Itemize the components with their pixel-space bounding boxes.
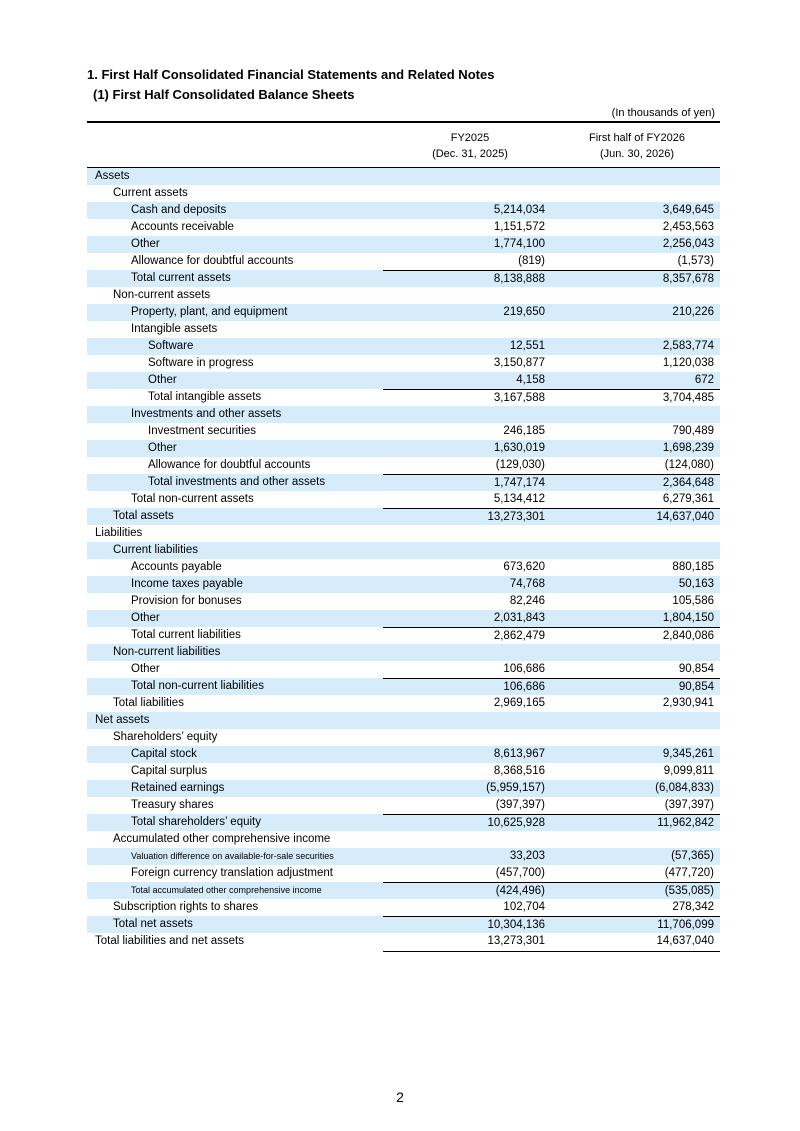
value-fy2026-h1: 9,099,811	[663, 765, 714, 777]
units-note: (In thousands of yen)	[611, 107, 715, 119]
table-row	[87, 576, 720, 593]
page-number: 2	[396, 1089, 404, 1105]
table-row	[87, 491, 720, 508]
value-fy2026-h1: 3,649,645	[662, 204, 714, 216]
value-fy2025: 3,167,588	[383, 389, 551, 406]
value-fy2026-h1: 14,637,040	[656, 935, 714, 947]
value-fy2026-h1	[551, 185, 720, 202]
value-fy2025: 673,620	[503, 561, 545, 573]
row-label: Allowance for doubtful accounts	[131, 255, 294, 267]
value-fy2025: 3,150,877	[493, 357, 545, 369]
table-row	[87, 882, 720, 899]
row-label: Total non-current liabilities	[131, 680, 264, 692]
table-row	[87, 627, 720, 644]
value-fy2026-h1: 3,704,485	[551, 389, 720, 406]
column-header-fy2025-line2: (Dec. 31, 2025)	[432, 148, 508, 160]
value-fy2025	[383, 712, 551, 729]
value-fy2026-h1: (535,085)	[551, 882, 720, 899]
row-label: Total current liabilities	[131, 629, 241, 641]
row-label: Provision for bonuses	[131, 595, 242, 607]
column-header-row	[87, 123, 720, 167]
column-header-fy2026-h1	[567, 130, 707, 162]
value-fy2025	[383, 185, 551, 202]
value-fy2026-h1	[551, 712, 720, 729]
row-label: Software	[148, 340, 194, 352]
value-fy2026-h1: 1,804,150	[662, 612, 714, 624]
row-label: Intangible assets	[131, 323, 218, 335]
value-fy2026-h1: (6,084,833)	[655, 782, 714, 794]
value-fy2025: 13,273,301	[487, 935, 545, 947]
value-fy2025: 8,138,888	[383, 270, 551, 287]
value-fy2025	[383, 729, 551, 746]
value-fy2026-h1: 8,357,678	[551, 270, 720, 287]
value-fy2025: 2,031,843	[493, 612, 545, 624]
value-fy2026-h1	[551, 644, 720, 661]
row-label: Valuation difference on available-for-sale securities	[131, 851, 334, 861]
value-fy2026-h1: 11,962,842	[551, 814, 720, 831]
table-row	[87, 406, 720, 423]
row-label: Non-current liabilities	[113, 646, 221, 658]
row-label: Total liabilities and net assets	[95, 935, 244, 947]
row-label: Total intangible assets	[148, 391, 262, 403]
value-fy2025: (424,496)	[383, 882, 551, 899]
row-label: Capital surplus	[131, 765, 208, 777]
value-fy2025: 1,630,019	[493, 442, 545, 454]
table-row	[87, 559, 720, 576]
value-fy2025: 82,246	[509, 595, 545, 607]
value-fy2025: 1,747,174	[383, 474, 551, 491]
value-fy2025: 2,969,165	[493, 697, 545, 709]
value-fy2026-h1: 880,185	[672, 561, 714, 573]
value-fy2025: 12,551	[509, 340, 545, 352]
final-double-rule-left	[383, 951, 551, 952]
value-fy2026-h1	[551, 542, 720, 559]
row-label: Total liabilities	[113, 697, 184, 709]
table-row	[87, 457, 720, 474]
value-fy2026-h1	[551, 168, 720, 185]
value-fy2026-h1: (477,720)	[664, 867, 714, 879]
column-header-fy2025	[400, 130, 540, 162]
table-row	[87, 508, 720, 525]
row-label: Capital stock	[131, 748, 197, 760]
value-fy2026-h1: 14,637,040	[551, 508, 720, 525]
row-label: Property, plant, and equipment	[131, 306, 288, 318]
row-label: Other	[131, 238, 160, 250]
value-fy2025: (5,959,157)	[486, 782, 545, 794]
row-label: Liabilities	[95, 527, 143, 539]
column-header-fy2025-line1: FY2025	[450, 132, 490, 144]
value-fy2026-h1: 1,120,038	[662, 357, 714, 369]
table-row	[87, 763, 720, 780]
value-fy2025	[383, 321, 551, 338]
table-row	[87, 423, 720, 440]
table-row	[87, 780, 720, 797]
row-label: Software in progress	[148, 357, 254, 369]
table-row	[87, 389, 720, 406]
table-row	[87, 270, 720, 287]
value-fy2026-h1	[551, 831, 720, 848]
value-fy2026-h1: 90,854	[678, 663, 714, 675]
row-label: Accounts receivable	[131, 221, 234, 233]
table-row	[87, 746, 720, 763]
value-fy2025: 5,214,034	[493, 204, 545, 216]
value-fy2026-h1: 2,583,774	[662, 340, 714, 352]
value-fy2025: 2,862,479	[383, 627, 551, 644]
value-fy2025: 74,768	[509, 578, 545, 590]
table-row	[87, 474, 720, 491]
table-row	[87, 865, 720, 882]
value-fy2025: (819)	[518, 255, 545, 267]
value-fy2025: (457,700)	[495, 867, 545, 879]
value-fy2026-h1: 2,453,563	[662, 221, 714, 233]
table-row	[87, 542, 720, 559]
table-row	[87, 678, 720, 695]
value-fy2025: 5,134,412	[493, 493, 545, 505]
row-label: Income taxes payable	[131, 578, 243, 590]
table-row	[87, 304, 720, 321]
row-label: Total assets	[113, 510, 174, 522]
row-label: Investments and other assets	[131, 408, 282, 420]
value-fy2025	[383, 831, 551, 848]
value-fy2025: (129,030)	[495, 459, 545, 471]
column-header-fy2026-line2: (Jun. 30, 2026)	[600, 148, 674, 160]
table-row	[87, 202, 720, 219]
row-label: Accounts payable	[131, 561, 222, 573]
row-label: Foreign currency translation adjustment	[131, 867, 333, 879]
value-fy2025: 10,625,928	[383, 814, 551, 831]
value-fy2025	[383, 525, 551, 542]
value-fy2025: 106,686	[503, 663, 545, 675]
value-fy2026-h1: (124,080)	[664, 459, 714, 471]
table-row	[87, 525, 720, 542]
row-label: Total current assets	[131, 272, 231, 284]
row-label: Retained earnings	[131, 782, 225, 794]
value-fy2026-h1: 210,226	[672, 306, 714, 318]
value-fy2025	[383, 406, 551, 423]
row-label: Current liabilities	[113, 544, 199, 556]
table-row	[87, 695, 720, 712]
table-row	[87, 185, 720, 202]
row-label: Total non-current assets	[131, 493, 254, 505]
value-fy2026-h1: 790,489	[672, 425, 714, 437]
row-label: Assets	[95, 170, 130, 182]
value-fy2026-h1	[551, 525, 720, 542]
row-label: Shareholders’ equity	[113, 731, 218, 743]
value-fy2026-h1	[551, 321, 720, 338]
table-row	[87, 899, 720, 916]
row-label: Other	[148, 374, 177, 386]
value-fy2026-h1: 278,342	[672, 901, 714, 913]
table-row	[87, 321, 720, 338]
table-row	[87, 797, 720, 814]
value-fy2025: 33,203	[509, 850, 545, 862]
table-row	[87, 372, 720, 389]
value-fy2026-h1: 2,364,648	[551, 474, 720, 491]
row-label: Other	[131, 663, 160, 675]
value-fy2025: 13,273,301	[383, 508, 551, 525]
balance-sheet-table	[87, 121, 720, 950]
value-fy2026-h1: 9,345,261	[662, 748, 714, 760]
table-row	[87, 593, 720, 610]
value-fy2025: 4,158	[516, 374, 545, 386]
value-fy2025	[383, 168, 551, 185]
table-row	[87, 253, 720, 270]
row-label: Cash and deposits	[131, 204, 227, 216]
table-row	[87, 661, 720, 678]
row-label: Investment securities	[148, 425, 257, 437]
table-row	[87, 287, 720, 304]
row-label: Total net assets	[113, 918, 193, 930]
row-label: Total investments and other assets	[148, 476, 326, 488]
table-row	[87, 831, 720, 848]
table-row	[87, 848, 720, 865]
table-row	[87, 712, 720, 729]
value-fy2026-h1: 6,279,361	[662, 493, 714, 505]
table-row	[87, 644, 720, 661]
value-fy2025	[383, 542, 551, 559]
table-row	[87, 814, 720, 831]
table-row	[87, 236, 720, 253]
value-fy2026-h1: 2,840,086	[551, 627, 720, 644]
value-fy2025: 106,686	[383, 678, 551, 695]
value-fy2025: 219,650	[503, 306, 545, 318]
row-label: Net assets	[95, 714, 150, 726]
value-fy2026-h1: 1,698,239	[662, 442, 714, 454]
table-row	[87, 355, 720, 372]
value-fy2026-h1: (57,365)	[671, 850, 714, 862]
value-fy2026-h1: (397,397)	[664, 799, 714, 811]
table-row	[87, 219, 720, 236]
value-fy2026-h1	[551, 287, 720, 304]
value-fy2026-h1: 50,163	[678, 578, 714, 590]
table-row	[87, 168, 720, 185]
value-fy2025: 1,151,572	[493, 221, 545, 233]
table-row	[87, 338, 720, 355]
table-body	[87, 168, 720, 950]
table-row	[87, 440, 720, 457]
value-fy2025	[383, 644, 551, 661]
row-label: Treasury shares	[131, 799, 214, 811]
table-row	[87, 933, 720, 950]
value-fy2026-h1: 2,930,941	[662, 697, 714, 709]
column-header-fy2026-line1: First half of FY2026	[589, 132, 685, 144]
table-row	[87, 729, 720, 746]
final-double-rule-right	[551, 951, 720, 952]
table-row	[87, 610, 720, 627]
value-fy2026-h1	[551, 729, 720, 746]
value-fy2026-h1: 105,586	[672, 595, 714, 607]
value-fy2026-h1: 2,256,043	[662, 238, 714, 250]
statement-heading: 1. First Half Consolidated Financial Statements and Related Notes	[87, 67, 495, 82]
value-fy2025: 8,613,967	[493, 748, 545, 760]
row-label: Non-current assets	[113, 289, 211, 301]
row-label: Allowance for doubtful accounts	[148, 459, 311, 471]
value-fy2025: 246,185	[503, 425, 545, 437]
row-label: Other	[148, 442, 177, 454]
value-fy2026-h1: 11,706,099	[551, 916, 720, 933]
row-label: Total shareholders’ equity	[131, 816, 261, 828]
value-fy2025: (397,397)	[495, 799, 545, 811]
value-fy2025: 8,368,516	[493, 765, 545, 777]
table-row	[87, 916, 720, 933]
value-fy2025	[383, 287, 551, 304]
value-fy2025: 102,704	[503, 901, 545, 913]
value-fy2026-h1	[551, 406, 720, 423]
row-label: Total accumulated other comprehensive income	[131, 885, 322, 895]
row-label: Current assets	[113, 187, 188, 199]
row-label: Accumulated other comprehensive income	[113, 833, 331, 845]
value-fy2026-h1: (1,573)	[677, 255, 714, 267]
value-fy2026-h1: 90,854	[551, 678, 720, 695]
value-fy2025: 1,774,100	[493, 238, 545, 250]
row-label: Subscription rights to shares	[113, 901, 259, 913]
row-label: Other	[131, 612, 160, 624]
value-fy2025: 10,304,136	[383, 916, 551, 933]
balance-sheet-subheading: (1) First Half Consolidated Balance Sheets	[93, 87, 355, 102]
value-fy2026-h1: 672	[694, 374, 714, 386]
